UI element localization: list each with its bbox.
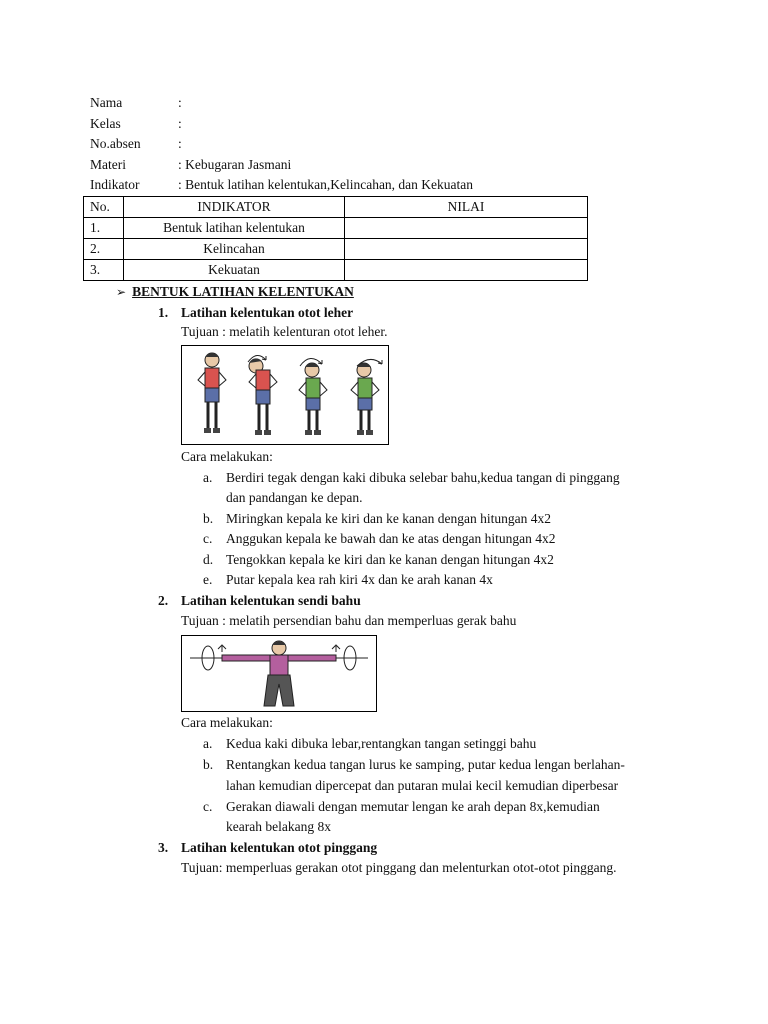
step-text-continued: dan pandangan ke depan. <box>226 490 363 505</box>
field-label: Materi <box>90 156 126 172</box>
cell-no: 1. <box>84 218 124 239</box>
table-row <box>84 239 588 260</box>
column-header-nilai: NILAI <box>345 197 588 218</box>
exercise-3-tujuan: Tujuan: memperluas gerakan otot pinggang dan melenturkan otot-otot pinggang. <box>181 860 617 875</box>
step-text: Miringkan kepala ke kiri dan ke kanan dengan hitungan 4x2 <box>226 511 552 526</box>
neck-exercise-illustration <box>181 345 389 445</box>
step-text: Berdiri tegak dengan kaki dibuka selebar bahu,kedua tangan di pinggang <box>226 470 620 485</box>
section-heading <box>116 282 354 303</box>
exercise-1-number: 1. <box>158 305 169 320</box>
field-value: : <box>178 136 182 151</box>
exercise-3-number: 3. <box>158 840 169 855</box>
shoulder-exercise-illustration <box>181 635 377 712</box>
field-value: : Kebugaran Jasmani <box>178 156 292 172</box>
field-label: Indikator <box>90 177 140 192</box>
arrow-bullet-icon: ➢ <box>116 285 127 299</box>
step-text: Rentangkan kedua tangan lurus ke samping, putar kedua lengan berlahan- <box>226 757 625 772</box>
exercise-2-number: 2. <box>158 593 169 608</box>
step-text: Tengokkan kepala ke kiri dan ke kanan dengan hitungan 4x2 <box>226 552 554 567</box>
field-label: Kelas <box>90 115 121 131</box>
cell-indikator: Kelincahan <box>124 239 345 260</box>
field-value: : <box>178 115 182 131</box>
table-row <box>84 260 588 281</box>
field-label: No.absen <box>90 136 141 151</box>
exercise-3-title: Latihan kelentukan otot pinggang <box>181 840 378 855</box>
field-value: : <box>178 95 182 110</box>
step-letter: a. <box>203 470 213 485</box>
table-header-row <box>84 197 588 218</box>
cell-no: 2. <box>84 239 124 260</box>
step-text-continued: lahan kemudian dipercepat dan putaran mulai kecil kemudian diperbesar <box>226 778 619 793</box>
step-text: Putar kepala kea rah kiri 4x dan ke arah kanan 4x <box>226 572 493 587</box>
cell-indikator: Bentuk latihan kelentukan <box>124 218 345 239</box>
cell-no: 3. <box>84 260 124 281</box>
step-letter: c. <box>203 799 213 814</box>
column-header-no: No. <box>84 197 124 218</box>
cell-nilai[interactable] <box>345 239 588 260</box>
exercise-2-title: Latihan kelentukan sendi bahu <box>181 593 361 608</box>
exercise-1-cara: Cara melakukan: <box>181 449 273 464</box>
step-text: Gerakan diawali dengan memutar lengan ke arah depan 8x,kemudian <box>226 799 600 814</box>
step-letter: c. <box>203 531 213 546</box>
step-letter: b. <box>203 511 214 526</box>
step-text-continued: kearah belakang 8x <box>226 819 331 834</box>
cell-nilai[interactable] <box>345 218 588 239</box>
step-text: Anggukan kepala ke bawah dan ke atas dengan hitungan 4x2 <box>226 531 556 546</box>
indicator-table <box>83 196 588 281</box>
exercise-1-tujuan: Tujuan : melatih kelenturan otot leher. <box>181 324 388 339</box>
cell-indikator: Kekuatan <box>124 260 345 281</box>
step-letter: e. <box>203 572 213 587</box>
exercise-1-title: Latihan kelentukan otot leher <box>181 305 354 320</box>
step-letter: a. <box>203 736 213 751</box>
step-letter: d. <box>203 552 214 567</box>
exercise-2-cara: Cara melakukan: <box>181 715 273 730</box>
step-letter: b. <box>203 757 214 772</box>
step-text: Kedua kaki dibuka lebar,rentangkan tangan setinggi bahu <box>226 736 537 751</box>
exercise-2-tujuan: Tujuan : melatih persendian bahu dan memperluas gerak bahu <box>181 613 517 628</box>
table-row <box>84 218 588 239</box>
shoulder-exercise-figure-image <box>182 636 376 711</box>
field-value: : Bentuk latihan kelentukan,Kelincahan, dan Kekuatan <box>178 177 474 192</box>
column-header-indikator: INDIKATOR <box>124 197 345 218</box>
field-label: Nama <box>90 95 123 110</box>
cell-nilai[interactable] <box>345 260 588 281</box>
neck-exercise-figures-image <box>182 346 388 444</box>
section-title: BENTUK LATIHAN KELENTUKAN <box>132 284 354 299</box>
